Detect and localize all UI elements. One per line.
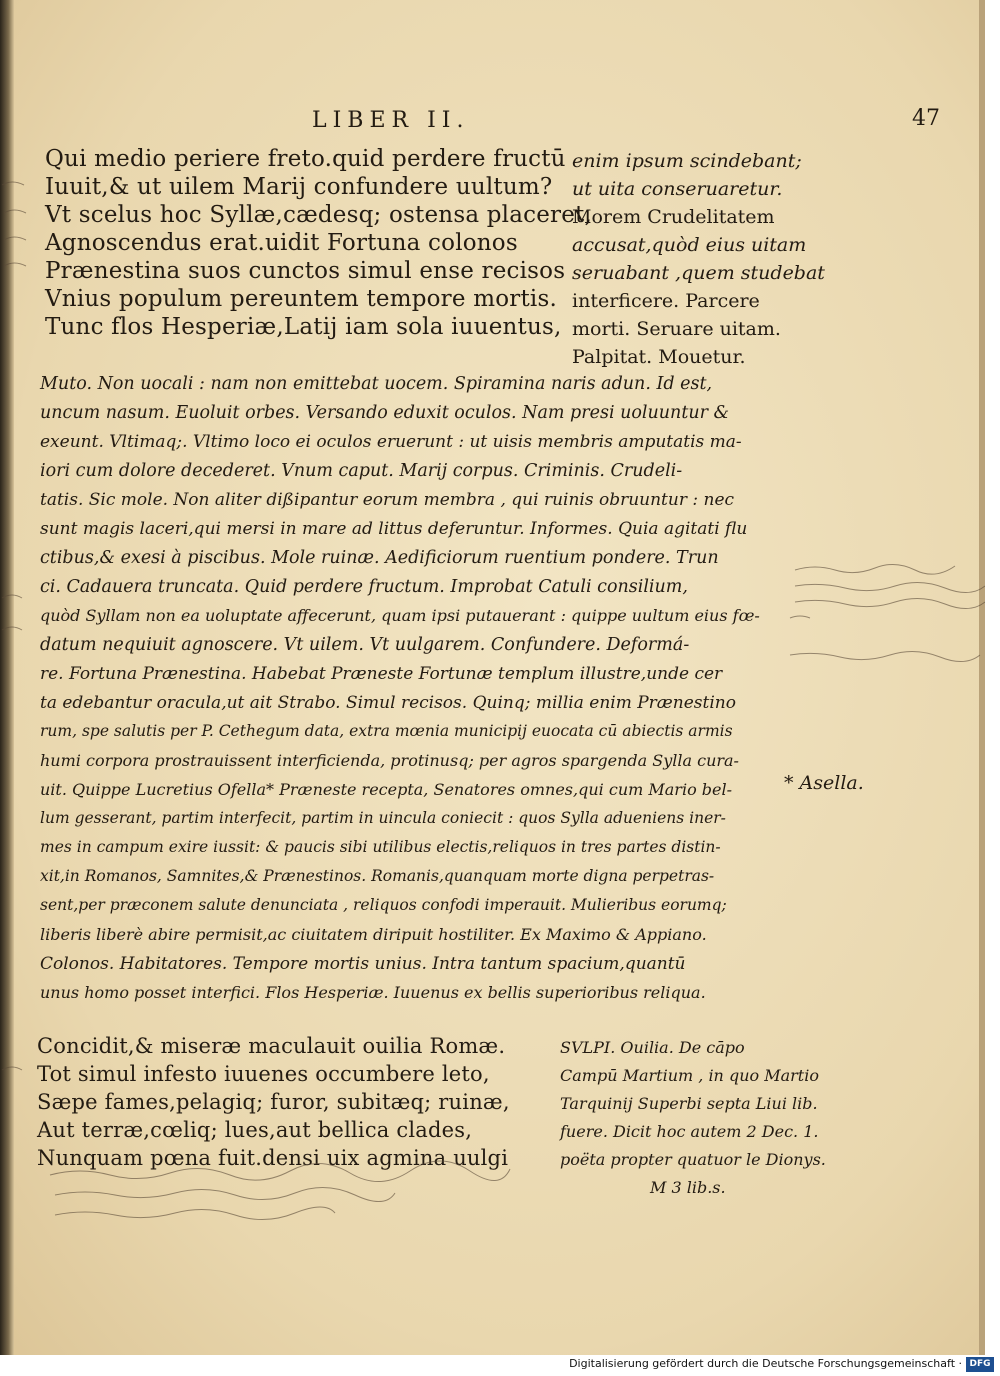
side-note-line: Tarquinij Superbi septa Liui lib. bbox=[560, 1094, 818, 1113]
commentary-line: uit. Quippe Lucretius Ofella* Præneste recepta, Senatores omnes,qui cum Mario bel- bbox=[40, 780, 733, 799]
commentary-line: re. Fortuna Prænestina. Habebat Præneste Fortunæ templum illustre,unde cer bbox=[40, 664, 723, 684]
side-note-line: ut uita conseruaretur. bbox=[572, 178, 783, 200]
commentary-line: sunt magis laceri,qui mersi in mare ad littus deferuntur. Informes. Quia agitati flu bbox=[40, 519, 748, 539]
side-note-line: SVLPI. Ouilia. De cāpo bbox=[560, 1038, 745, 1057]
verse-line: Aut terræ,cœliq; lues,aut bellica clades, bbox=[37, 1118, 473, 1142]
commentary-line: quòd Syllam non ea uoluptate affecerunt, quam ipsi putauerant : quippe uultum eius fœ- bbox=[40, 606, 760, 625]
dfg-logo: DFG bbox=[966, 1357, 994, 1372]
verse-line: Sæpe fames,pelagiq; furor, subitæq; ruinæ, bbox=[37, 1090, 510, 1114]
side-note-line: Campū Martium , in quo Martio bbox=[560, 1066, 819, 1085]
commentary-line: datum nequiuit agnoscere. Vt uilem. Vt uulgarem. Confundere. Deformá- bbox=[40, 635, 690, 655]
verse-line: Nunquam pœna fuit.densi uix agmina uulgi bbox=[37, 1146, 509, 1170]
signature-mark: M 3 lib.s. bbox=[650, 1178, 726, 1197]
verse-line: Vt scelus hoc Syllæ,cædesq; ostensa placeret, bbox=[45, 202, 592, 228]
commentary-line: mes in campum exire iussit: & paucis sibi utilibus electis,reliquos in tres partes distin- bbox=[40, 838, 721, 856]
commentary-line: sent,per præconem salute denunciata , reliquos confodi imperauit. Mulieribus eorumq; bbox=[40, 896, 727, 914]
side-note-line: Morem Crudelitatem bbox=[572, 206, 775, 228]
side-note-line: seruabant ,quem studebat bbox=[572, 262, 825, 284]
commentary-line: ctibus,& exesi à piscibus. Mole ruinæ. Aedificiorum ruentium pondere. Trun bbox=[40, 548, 719, 568]
footer-bar bbox=[0, 1355, 1000, 1376]
side-note-line: accusat,quòd eius uitam bbox=[572, 234, 807, 256]
verse-line: Iuuit,& ut uilem Marij confundere uultum? bbox=[45, 174, 553, 200]
page-number: 47 bbox=[912, 106, 940, 131]
commentary-line: Colonos. Habitatores. Tempore mortis unius. Intra tantum spacium,quantū bbox=[40, 954, 686, 974]
commentary-line: rum, spe salutis per P. Cethegum data, extra mœnia municipij euocata cū abiectis armis bbox=[40, 722, 733, 740]
commentary-line: humi corpora prostrauissent interficienda, protinusq; per agros spargenda Sylla cura- bbox=[40, 751, 739, 770]
verse-line: Concidit,& miseræ maculauit ouilia Romæ. bbox=[37, 1034, 506, 1058]
commentary-line: ci. Cadauera truncata. Quid perdere fructum. Improbat Catuli consilium, bbox=[40, 577, 688, 597]
commentary-line: lum gesserant, partim interfecit, partim in uincula coniecit : quos Sylla adueniens iner- bbox=[40, 809, 726, 827]
commentary-line: iori cum dolore decederet. Vnum caput. Marij corpus. Criminis. Crudeli- bbox=[40, 461, 683, 481]
side-note-line: fuere. Dicit hoc autem 2 Dec. 1. bbox=[560, 1122, 819, 1141]
commentary-line: uncum nasum. Euoluit orbes. Versando eduxit oculos. Nam presi uoluuntur & bbox=[40, 403, 730, 423]
commentary-line: xit,in Romanos, Samnites,& Prænestinos. Romanis,quanquam morte digna perpetras- bbox=[40, 867, 715, 885]
side-note-line: poëta propter quatuor le Dionys. bbox=[560, 1150, 826, 1169]
commentary-line: ta edebantur oracula,ut ait Strabo. Simul recisos. Quinq; millia enim Prænestino bbox=[40, 693, 736, 713]
commentary-line: exeunt. Vltimaq;. Vltimo loco ei oculos eruerunt : ut uisis membris amputatis ma- bbox=[40, 432, 742, 452]
side-note-line: enim ipsum scindebant; bbox=[572, 150, 802, 172]
side-note-line: morti. Seruare uitam. bbox=[572, 318, 781, 340]
commentary-line: tatis. Sic mole. Non aliter dißipantur eorum membra , qui ruinis obruuntur : nec bbox=[40, 490, 735, 510]
verse-line: Qui medio periere freto.quid perdere fructū bbox=[45, 146, 566, 172]
verse-line: Vnius populum pereuntem tempore mortis. bbox=[45, 286, 557, 312]
commentary-line: unus homo posset interfici. Flos Hesperiæ. Iuuenus ex bellis superioribus reliqua. bbox=[40, 983, 706, 1002]
verse-line: Prænestina suos cunctos simul ense recisos bbox=[45, 258, 566, 284]
verse-line: Agnoscendus erat.uidit Fortuna colonos bbox=[45, 230, 518, 256]
footer-funding-text: Digitalisierung gefördert durch die Deutsche Forschungsgemeinschaft · bbox=[569, 1357, 962, 1370]
side-note-line: Palpitat. Mouetur. bbox=[572, 346, 746, 368]
margin-note: * Asella. bbox=[784, 772, 864, 794]
running-title: LIBER II. bbox=[312, 108, 470, 133]
commentary-line: Muto. Non uocali : nam non emittebat uocem. Spiramina naris adun. Id est, bbox=[40, 374, 713, 394]
side-note-line: interficere. Parcere bbox=[572, 290, 760, 312]
verse-line: Tot simul infesto iuuenes occumbere leto, bbox=[37, 1062, 490, 1086]
commentary-line: liberis liberè abire permisit,ac ciuitatem diripuit hostiliter. Ex Maximo & Appiano. bbox=[40, 925, 707, 944]
verse-line: Tunc flos Hesperiæ,Latij iam sola iuuentus, bbox=[45, 314, 562, 340]
